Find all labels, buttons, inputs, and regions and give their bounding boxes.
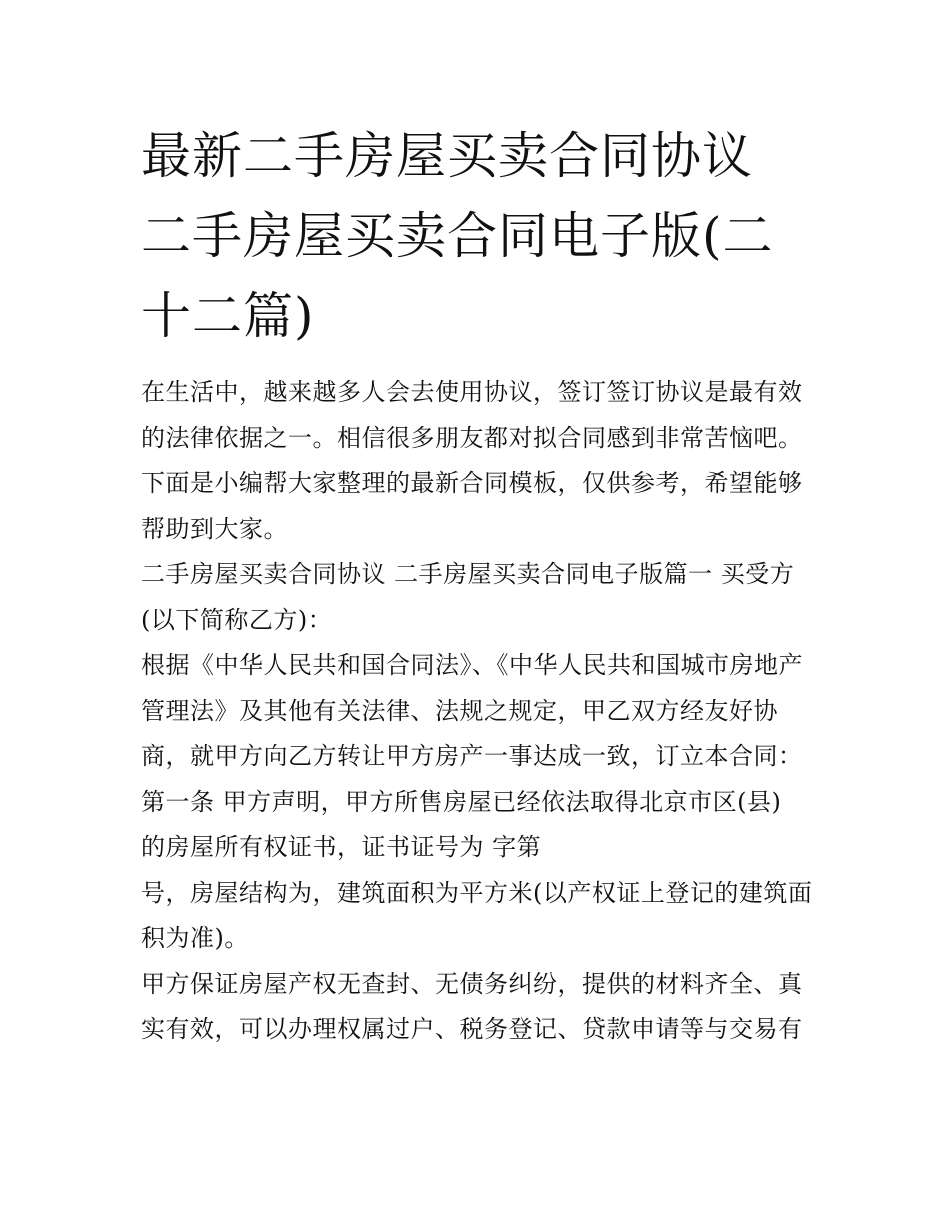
document-title: 最新二手房屋买卖合同协议 二手房屋买卖合同电子版(二十二篇) <box>141 127 774 345</box>
document-content <box>141 116 813 1053</box>
intro-paragraph: 在生活中，越来越多人会去使用协议，签订签订协议是最有效的法律依据之一。相信很多朋友都对拟合同感到非常苦恼吧。下面是小编帮大家整理的最新合同模板，仅供参考，希望能够帮助到大家。 <box>141 378 803 543</box>
guarantee-paragraph: 甲方保证房屋产权无查封、无债务纠纷，提供的材料齐全、真实有效，可以办理权属过户、税务登记、贷款申请等与交易有 <box>141 969 803 1043</box>
certificate-paragraph: 的房屋所有权证书，证书证号为 字第 <box>141 833 542 861</box>
structure-area-paragraph: 号，房屋结构为，建筑面积为平方米(以产权证上登记的建筑面积为准)。 <box>141 878 813 952</box>
document-body <box>141 370 813 1053</box>
section-heading-paragraph: 二手房屋买卖合同协议 二手房屋买卖合同电子版篇一 买受方(以下简称乙方)： <box>141 560 795 634</box>
article-one-paragraph: 第一条 甲方声明，甲方所售房屋已经依法取得北京市区(县) <box>141 787 782 816</box>
legal-basis-paragraph: 根据《中华人民共和国合同法》、《中华人民共和国城市房地产管理法》及其他有关法律、法规之规定，甲乙双方经友好协商，就甲方向乙方转让甲方房产一事达成一致，订立本合同： <box>141 651 803 770</box>
